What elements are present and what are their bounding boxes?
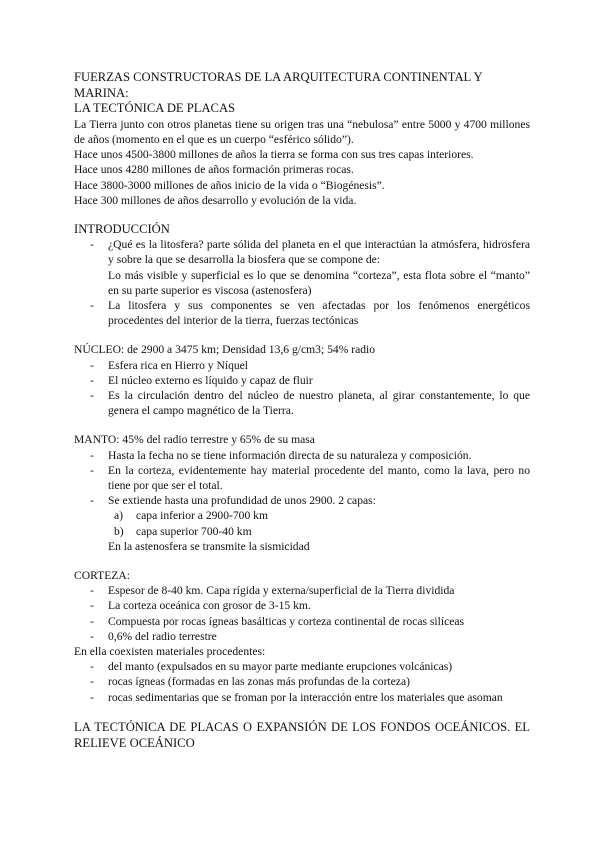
section-note: En la astenosfera se transmite la sismicidad xyxy=(108,539,310,553)
list-item: - El núcleo externo es líquido y capaz de fluir xyxy=(74,373,530,388)
section-corteza xyxy=(74,568,530,705)
list-item-continuation: Lo más visible y superficial es lo que se denomina “corteza”, esta flota sobre el “manto” en su parte superior es viscosa (astenosfera) xyxy=(108,268,530,297)
list-item: - Esfera rica en Hierro y Níquel xyxy=(74,358,530,373)
section-heading: INTRODUCCIÓN xyxy=(74,222,170,236)
list-item: - Espesor de 8-40 km. Capa rígida y externa/superficial de la Tierra dividida xyxy=(74,583,530,598)
list-item: - Se extiende hasta una profundidad de unos 2900. 2 capas: xyxy=(74,493,530,508)
intro-paragraph: Hace unos 4500-3800 millones de años la tierra se forma con sus tres capas interiores. xyxy=(74,148,474,162)
list-item: - La corteza oceánica con grosor de 3-15 km. xyxy=(74,598,530,613)
title-line-1: FUERZAS CONSTRUCTORAS DE LA ARQUITECTURA CONTINENTAL Y MARINA: xyxy=(74,70,483,100)
sub-list-marker: a) xyxy=(114,509,124,523)
section-nucleo xyxy=(74,342,530,418)
sub-list-item xyxy=(74,524,530,539)
sub-list-item xyxy=(74,508,530,523)
final-heading: LA TECTÓNICA DE PLACAS O EXPANSIÓN DE LOS FONDOS OCEÁNICOS. EL RELIEVE OCEÁNICO xyxy=(74,719,530,750)
sub-list-marker: b) xyxy=(114,524,124,538)
section-heading: NÚCLEO: de 2900 a 3475 km; Densidad 13,6 g/cm3; 54% radio xyxy=(74,343,376,357)
coexist-intro: En ella coexisten materiales procedentes: xyxy=(74,645,266,659)
intro-paragraph: Hace 300 millones de años desarrollo y evolución de la vida. xyxy=(74,193,357,207)
intro-paragraph: La Tierra junto con otros planetas tiene su origen tras una “nebulosa” entre 5000 y 4700 millones de años (momento en el que es un cuerpo “esférico sólido”). xyxy=(74,117,530,146)
document-title xyxy=(74,70,530,117)
sub-list-text: capa inferior a 2900-700 km xyxy=(136,509,268,523)
list-item: - rocas sedimentarias que se froman por la interacción entre los materiales que asoman xyxy=(74,690,530,705)
list-item: - Es la circulación dentro del núcleo de nuestro planeta, al girar constantemente, lo que genera el campo magnético de la Tierra. xyxy=(74,388,530,418)
list-item xyxy=(74,237,530,298)
document-page xyxy=(74,70,530,751)
list-item: - En la corteza, evidentemente hay material procedente del manto, como la lava, pero no tiene por que ser el total. xyxy=(74,463,530,493)
title-line-2: LA TECTÓNICA DE PLACAS xyxy=(74,101,236,116)
intro-paragraph: Hace 3800-3000 millones de años inicio de la vida o “Biogénesis”. xyxy=(74,178,385,192)
list-item: - Compuesta por rocas ígneas basálticas y corteza continental de rocas silíceas xyxy=(74,614,530,629)
list-item: - del manto (expulsados en su mayor parte mediante erupciones volcánicas) xyxy=(74,659,530,674)
intro-paragraph: Hace unos 4280 millones de años formación primeras rocas. xyxy=(74,163,354,177)
intro-paragraphs xyxy=(74,117,530,208)
list-item-text: ¿Qué es la litosfera? parte sólida del planeta en el que interactúan la atmósfera, hidrosfera y sobre la que se desarrolla la biosfera que se compone de: xyxy=(108,238,530,267)
section-heading: MANTO: 45% del radio terrestre y 65% de su masa xyxy=(74,433,315,447)
list-item: - 0,6% del radio terrestre xyxy=(74,629,530,644)
list-item: - La litosfera y sus componentes se ven afectadas por los fenómenos energéticos procedentes del interior de la tierra, fuerzas tectónicas xyxy=(74,298,530,328)
list-item: - Hasta la fecha no se tiene información directa de su naturaleza y composición. xyxy=(74,448,530,463)
section-manto xyxy=(74,432,530,554)
section-heading: CORTEZA: xyxy=(74,569,130,583)
section-introduccion xyxy=(74,222,530,328)
list-item: - rocas ígneas (formadas en las zonas más profundas de la corteza) xyxy=(74,674,530,689)
sub-list-text: capa superior 700-40 km xyxy=(136,524,252,538)
